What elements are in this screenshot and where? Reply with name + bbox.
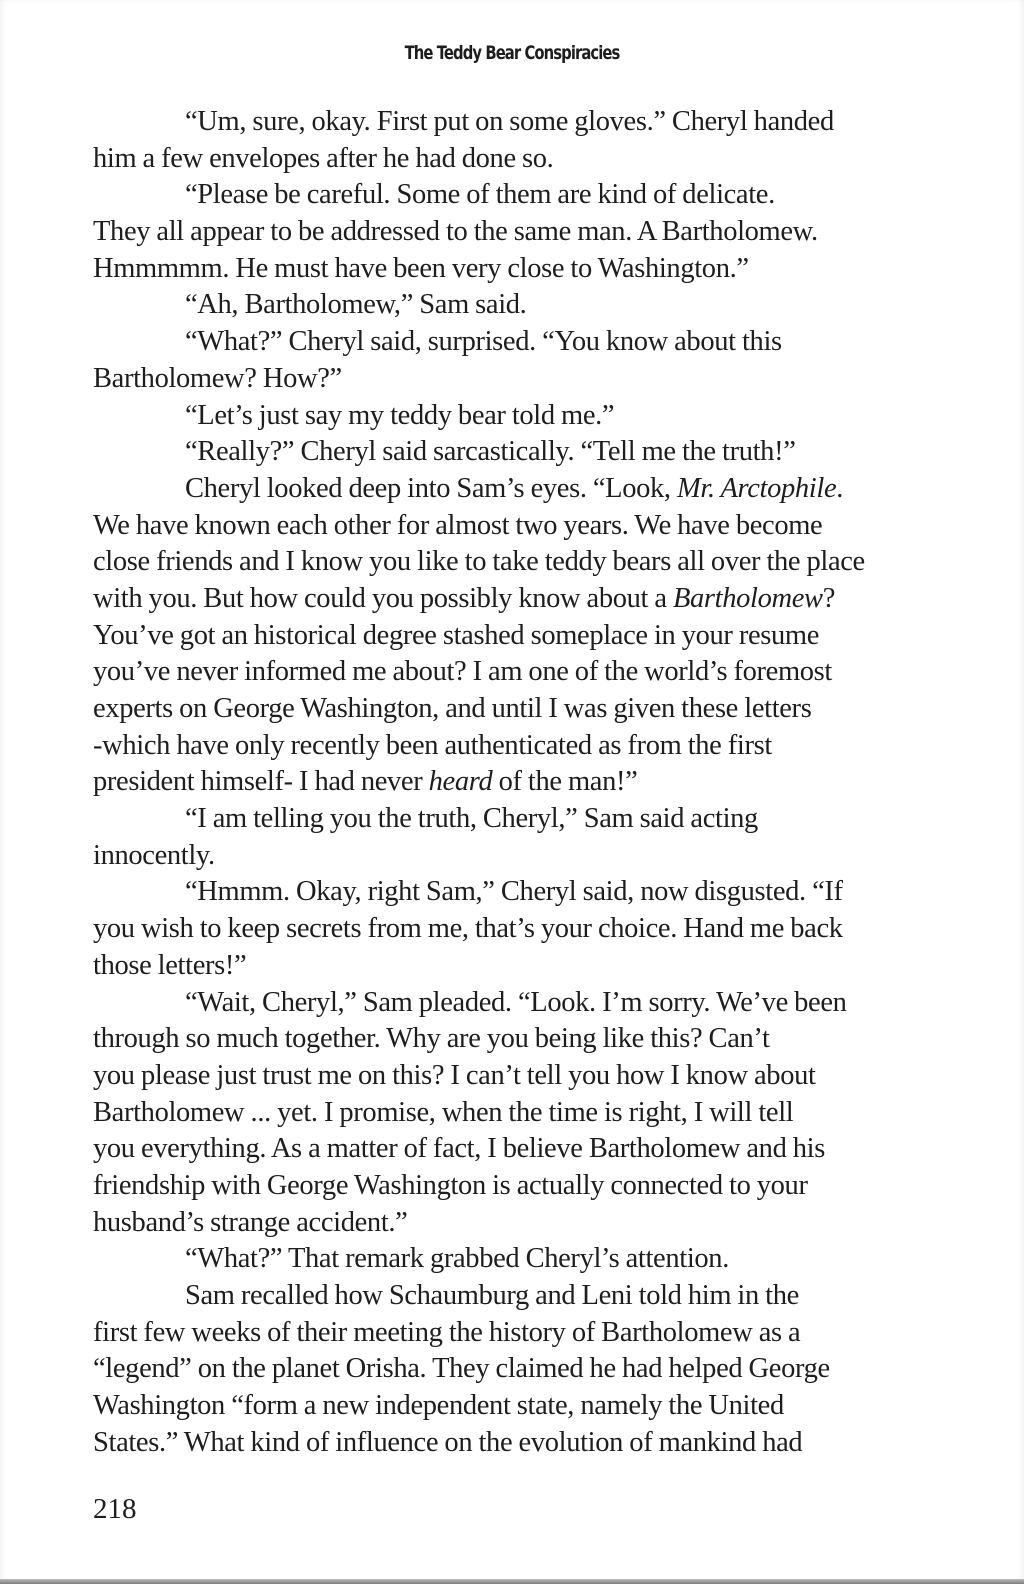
italic-text: Mr. Arctophile: [676, 472, 837, 504]
text-line: [93, 287, 943, 324]
text-line: [93, 104, 943, 141]
text-segment: innocently.: [93, 839, 215, 871]
text-segment: “I am telling you the truth, Cheryl,” Sam said acting: [185, 803, 758, 835]
text-segment: ?: [822, 582, 835, 614]
text-line: [93, 581, 943, 618]
text-segment: “Um, sure, okay. First put on some gloves.” Cheryl handed: [185, 106, 834, 137]
text-segment: .: [836, 472, 844, 504]
text-line: [93, 1351, 943, 1388]
bottom-edge-divider: [0, 1579, 1024, 1584]
text-line: [93, 1388, 943, 1425]
text-line: [93, 618, 943, 655]
text-segment: experts on George Washington, and until I was given these letters: [93, 693, 812, 724]
text-line: [93, 141, 943, 178]
text-segment: Washington “form a new independent state, namely the United: [93, 1390, 784, 1422]
text-line: [93, 1205, 943, 1242]
text-line: [93, 985, 943, 1022]
text-segment: first few weeks of their meeting the history of Bartholomew as a: [93, 1316, 801, 1348]
text-segment: “Please be careful. Some of them are kind of delicate.: [185, 179, 775, 211]
text-line: [93, 1131, 943, 1168]
text-line: [93, 874, 943, 911]
italic-text: Bartholomew: [672, 582, 823, 614]
text-line: [93, 361, 943, 398]
text-line: [93, 471, 943, 508]
text-line: [93, 838, 943, 875]
text-segment: “Ah, Bartholomew,” Sam said.: [185, 289, 527, 321]
text-segment: president himself- I had never: [93, 766, 429, 798]
text-segment: you everything. As a matter of fact, I believe Bartholomew and his: [93, 1133, 825, 1165]
text-segment: “Hmmm. Okay, right Sam,” Cheryl said, now disgusted. “If: [185, 876, 843, 908]
text-segment: Sam recalled how Schaumburg and Leni told him in the: [185, 1280, 799, 1311]
text-segment: “What?” Cheryl said, surprised. “You know about this: [185, 326, 782, 358]
text-segment: him a few envelopes after he had done so.: [93, 142, 554, 174]
text-segment: of the man!”: [492, 766, 638, 798]
text-segment: They all appear to be addressed to the same man. A Bartholomew.: [93, 216, 818, 248]
text-segment: Hmmmmm. He must have been very close to Washington.”: [93, 252, 749, 284]
italic-text: heard: [428, 766, 493, 798]
text-segment: “Wait, Cheryl,” Sam pleaded. “Look. I’m sorry. We’ve been: [185, 986, 847, 1018]
text-segment: “Let’s just say my teddy bear told me.”: [185, 399, 615, 431]
text-line: [93, 177, 943, 214]
text-line: [93, 728, 943, 765]
text-line: [93, 1425, 943, 1462]
text-segment: You’ve got an historical degree stashed someplace in your resume: [93, 619, 820, 651]
text-segment: -which have only recently been authenticated as from the first: [93, 729, 772, 761]
text-segment: Bartholomew ... yet. I promise, when the time is right, I will tell: [93, 1096, 794, 1128]
text-segment: friendship with George Washington is actually connected to your: [93, 1169, 808, 1201]
text-line: [93, 214, 943, 251]
text-line: [93, 764, 943, 801]
body-text: [93, 104, 943, 1461]
text-line: [93, 508, 943, 545]
text-line: [93, 1021, 943, 1058]
text-line: [93, 1058, 943, 1095]
text-line: [93, 654, 943, 691]
text-segment: close friends and I know you like to take teddy bears all over the place: [93, 546, 865, 578]
page-number: 218: [93, 1493, 137, 1525]
text-line: [93, 801, 943, 838]
text-line: [93, 398, 943, 435]
text-line: [93, 324, 943, 361]
text-segment: States.” What kind of influence on the evolution of mankind had: [93, 1426, 803, 1458]
running-header: The Teddy Bear Conspiracies: [404, 42, 620, 64]
text-segment: “Really?” Cheryl said sarcastically. “Tell me the truth!”: [185, 436, 796, 468]
text-line: [93, 1095, 943, 1132]
text-line: [93, 948, 943, 985]
text-segment: “legend” on the planet Orisha. They claimed he had helped George: [93, 1353, 830, 1385]
text-segment: “What?” That remark grabbed Cheryl’s attention.: [185, 1243, 729, 1275]
text-line: [93, 691, 943, 728]
text-segment: Bartholomew? How?”: [93, 362, 342, 394]
text-line: [93, 544, 943, 581]
text-segment: Cheryl looked deep into Sam’s eyes. “Look,: [185, 472, 677, 504]
text-segment: you wish to keep secrets from me, that’s your choice. Hand me back: [93, 913, 843, 945]
text-segment: you please just trust me on this? I can’t tell you how I know about: [93, 1059, 816, 1091]
text-segment: you’ve never informed me about? I am one of the world’s foremost: [93, 656, 832, 688]
text-line: [93, 434, 943, 471]
text-line: [93, 1315, 943, 1352]
text-line: [93, 1241, 943, 1278]
text-line: [93, 911, 943, 948]
text-segment: through so much together. Why are you being like this? Can’t: [93, 1023, 770, 1055]
text-line: [93, 251, 943, 288]
text-segment: with you. But how could you possibly know about a: [93, 582, 673, 614]
text-line: [93, 1168, 943, 1205]
text-segment: We have known each other for almost two years. We have become: [93, 509, 823, 541]
text-segment: husband’s strange accident.”: [93, 1206, 408, 1238]
text-line: [93, 1278, 943, 1315]
text-segment: those letters!”: [93, 949, 247, 981]
